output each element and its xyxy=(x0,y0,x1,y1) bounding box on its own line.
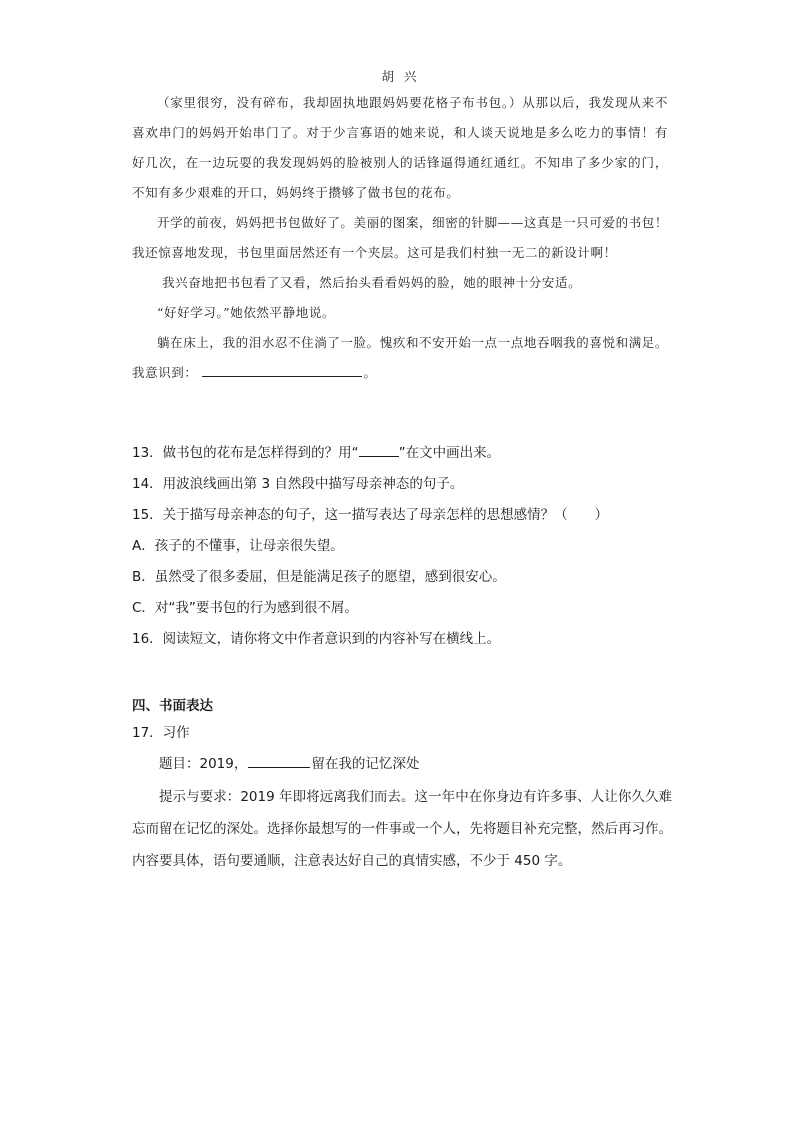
essay-title-blank[interactable] xyxy=(248,753,310,768)
passage-paragraph-4: “好好学习。”她依然平静地说。 xyxy=(157,305,336,320)
question-15: 15．关于描写母亲神态的句子，这一描写表达了母亲怎样的思想感情？（ ） xyxy=(132,507,609,523)
passage-paragraph-5 xyxy=(132,328,668,388)
question-list xyxy=(132,438,672,655)
reading-passage xyxy=(132,66,668,388)
question-16: 16．阅读短文，请你将文中作者意识到的内容补写在横线上。 xyxy=(132,631,501,647)
passage-paragraph-5-text: 躺在床上，我的泪水忍不住淌了一脸。愧疚和不安开始一点一点地吞咽我的喜悦和满足。我意识到： xyxy=(132,335,668,380)
question-17: 17．习作 xyxy=(132,725,190,741)
passage-paragraph-2: 开学的前夜，妈妈把书包做好了。美丽的图案，细密的针脚——这真是一只可爱的书包！我还惊喜地发现，书包里面居然还有一个夹层。这可是我们村独一无二的新设计啊！ xyxy=(132,215,668,260)
option-b[interactable]: B．虽然受了很多委屈，但是能满足孩子的愿望，感到很安心。 xyxy=(132,569,506,585)
passage-paragraph-1: （家里很穷，没有碎布，我却固执地跟妈妈要花格子布书包。）从那以后，我发现从来不喜欢串门的妈妈开始串门了。对于少言寡语的她来说，和人谈天说地是多么吃力的事情！有好几次，在一边玩耍的我发现妈妈的脸被别人的话锋逼得通红通红。不知串了多少家的门，不知有多少艰难的开口，妈妈终于攒够了做书包的花布。 xyxy=(132,95,668,200)
answer-blank-line[interactable] xyxy=(202,362,362,377)
passage-paragraph-5-end: 。 xyxy=(363,365,377,380)
question-13-underline xyxy=(359,442,399,457)
question-13-text-after: ”在文中画出来。 xyxy=(398,445,501,461)
option-c[interactable]: C．对“我”要书包的行为感到很不屑。 xyxy=(132,600,358,616)
question-14: 14．用波浪线画出第 3 自然段中描写母亲神态的句子。 xyxy=(132,476,464,492)
essay-title-before: 题目：2019， xyxy=(159,756,248,772)
writing-section xyxy=(132,693,672,877)
passage-author: 胡兴 xyxy=(381,69,427,84)
passage-paragraph-3: 我兴奋地把书包看了又看，然后抬头看看妈妈的脸，她的眼神十分安适。 xyxy=(162,275,582,290)
essay-title-line xyxy=(132,747,672,781)
option-a[interactable]: A．孩子的不懂事，让母亲很失望。 xyxy=(132,538,344,554)
section-title: 四、书面表达 xyxy=(132,698,213,714)
essay-title-after: 留在我的记忆深处 xyxy=(311,756,420,772)
question-13-text-before: 13．做书包的花布是怎样得到的？用“ xyxy=(132,445,359,461)
question-13 xyxy=(132,438,672,469)
essay-requirement: 提示与要求：2019 年即将远离我们而去。这一年中在你身边有许多事、人让你久久难忘而留在记忆的深处。选择你最想写的一件事或一个人，先将题目补充完整，然后再习作。内容要具体，语句要通顺，注意表达好自己的真情实感，不少于 450 字。 xyxy=(132,789,672,869)
